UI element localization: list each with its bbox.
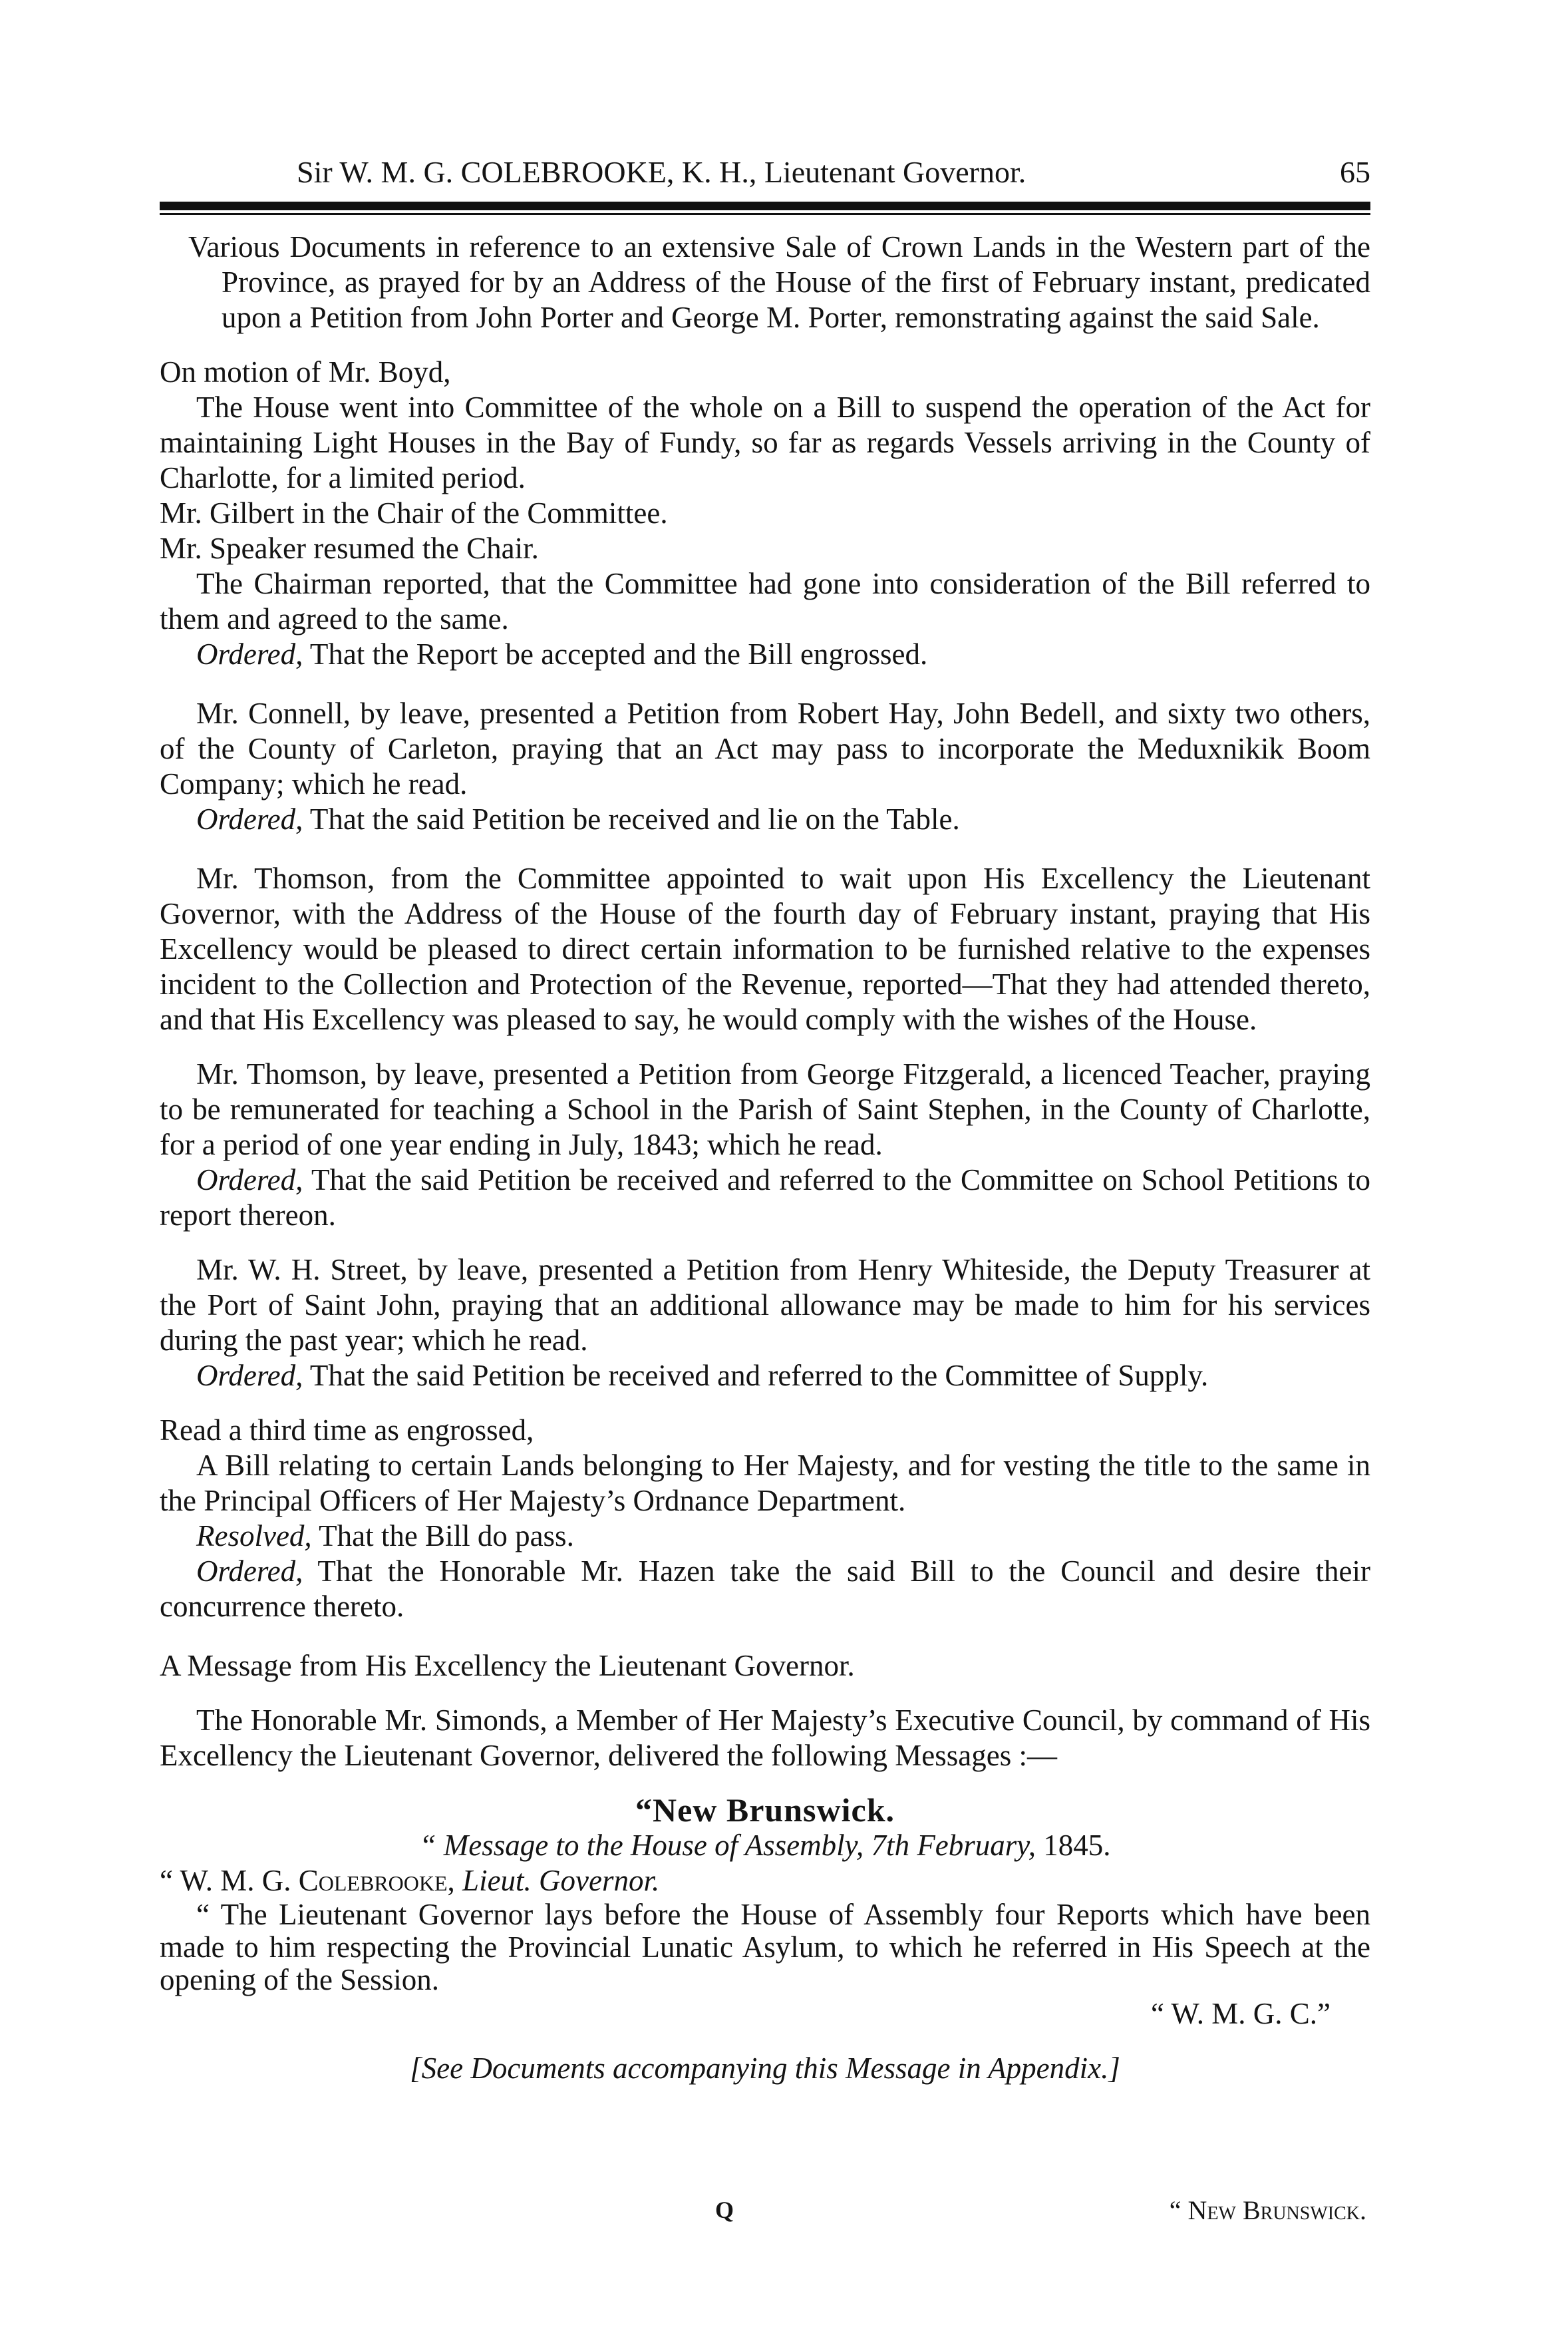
paragraph-street-petition: Mr. W. H. Street, by leave, presented a Petition from Henry Whiteside, the Deputy Treasurer at the Port of Saint John, praying that an additional allowance may be made to him for his services during the past year; which he read. bbox=[160, 1253, 1370, 1357]
paragraph-documents: Various Documents in reference to an extensive Sale of Crown Lands in the Western part of the Province, as prayed for by an Address of the House of the first of February instant, predicated upon a Petition from John Porter and George M. Porter, remonstrating against the said Sale. bbox=[188, 230, 1370, 334]
paragraph-ordered-school bbox=[160, 1163, 1370, 1233]
ordered-label: Ordered, bbox=[196, 1163, 303, 1196]
paragraph-ordered-report bbox=[160, 637, 1370, 672]
page-body bbox=[160, 230, 1370, 2086]
ordered-label: Ordered, bbox=[196, 803, 303, 836]
running-header bbox=[160, 154, 1370, 190]
ordered-text: That the Report be accepted and the Bill engrossed. bbox=[303, 637, 928, 671]
paragraph-ordered-council bbox=[160, 1554, 1370, 1624]
paragraph-simonds: The Honorable Mr. Simonds, a Member of Her Majesty’s Executive Council, by command of His Excellency the Lieutenant Governor, delivered the following Messages :— bbox=[160, 1704, 1370, 1772]
ordered-text: That the said Petition be received and lie on the Table. bbox=[303, 803, 960, 836]
ordered-text: That the said Petition be received and referred to the Committee of Supply. bbox=[303, 1359, 1209, 1392]
message-body: “ The Lieutenant Governor lays before the House of Assembly four Reports which have been made to him respecting the Provincial Lunatic Asylum, to which he referred in His Speech at the opening of the Session. bbox=[160, 1898, 1370, 1996]
paragraph-connell-petition: Mr. Connell, by leave, presented a Petition from Robert Hay, John Bedell, and sixty two others, of the County of Carleton, praying that an Act may pass to incorporate the Meduxnikik Boom Company; which he read. bbox=[160, 697, 1370, 801]
see-documents-note bbox=[160, 2051, 1370, 2086]
ordered-text: That the said Petition be received and referred to the Committee on School Petitions to report thereon. bbox=[160, 1163, 1370, 1232]
paragraph-thomson-petition: Mr. Thomson, by leave, presented a Petition from George Fitzgerald, a licenced Teacher, praying to be remunerated for teaching a School in the Parish of Saint Stephen, in the County of Charlotte, for a period of one year ending in July, 1843; which he read. bbox=[160, 1057, 1370, 1161]
paragraph-resolved bbox=[160, 1519, 1370, 1554]
paragraph-chair: Mr. Gilbert in the Chair of the Committee. bbox=[160, 496, 668, 530]
resolved-label: Resolved, bbox=[196, 1519, 312, 1552]
paragraph-bill-lands: A Bill relating to certain Lands belonging to Her Majesty, and for vesting the title to the same in the Principal Officers of Her Majesty’s Ordnance Department. bbox=[160, 1449, 1370, 1517]
ordered-label: Ordered, bbox=[196, 637, 303, 671]
paragraph-committee-whole: The House went into Committee of the whole on a Bill to suspend the operation of the Act for maintaining Light Houses in the Bay of Fundy, so far as regards Vessels arriving in the County of Charlotte, for a limited period. bbox=[160, 391, 1370, 494]
paragraph-motion: On motion of Mr. Boyd, bbox=[160, 355, 451, 389]
paragraph-message-intro: A Message from His Excellency the Lieutenant Governor. bbox=[160, 1649, 855, 1682]
ordered-text: That the Honorable Mr. Hazen take the said Bill to the Council and desire their concurrence thereto. bbox=[160, 1554, 1370, 1623]
paragraph-thomson-report: Mr. Thomson, from the Committee appointed to wait upon His Excellency the Lieutenant Governor, with the Address of the House of the fourth day of February instant, praying that His Excellency would be pleased to direct certain information to be furnished relative to the expenses incident to the Collection and Protection of the Revenue, reported—That they had attended thereto, and that His Excellency was pleased to say, he would comply with the wishes of the House. bbox=[160, 862, 1370, 1036]
ordered-label: Ordered, bbox=[196, 1359, 303, 1392]
ordered-label: Ordered, bbox=[196, 1554, 303, 1588]
message-from-name: Colebrooke, bbox=[298, 1864, 455, 1897]
header-rule-thick bbox=[160, 202, 1370, 210]
message-subheading-text: “ Message to the House of Assembly, 7th February, bbox=[419, 1829, 1036, 1862]
resolved-text: That the Bill do pass. bbox=[311, 1519, 574, 1552]
message-from-prefix: “ W. M. G. bbox=[160, 1864, 299, 1897]
paragraph-speaker: Mr. Speaker resumed the Chair. bbox=[160, 532, 539, 565]
message-subheading bbox=[160, 1828, 1370, 1863]
message-from-title: Lieut. Governor. bbox=[454, 1864, 660, 1897]
message-signature: “ W. M. G. C.” bbox=[1151, 1997, 1331, 2030]
message-heading: “New Brunswick. bbox=[635, 1791, 895, 1829]
header-rule-thin bbox=[160, 213, 1370, 215]
paragraph-ordered-supply bbox=[160, 1358, 1370, 1393]
paragraph-third-reading: Read a third time as engrossed, bbox=[160, 1413, 534, 1447]
signature-mark: Q bbox=[715, 2197, 734, 2223]
paragraph-chairman-report: The Chairman reported, that the Committee had gone into consideration of the Bill referred to them and agreed to the same. bbox=[160, 567, 1370, 635]
paragraph-ordered-table bbox=[160, 802, 1370, 837]
page-number: 65 bbox=[1340, 155, 1370, 189]
header-title: Sir W. M. G. COLEBROOKE, K. H., Lieutenant Governor. bbox=[297, 155, 1026, 189]
see-documents-text: [See Documents accompanying this Message in Appendix.] bbox=[410, 2052, 1120, 2085]
message-year: 1845. bbox=[1036, 1829, 1111, 1862]
message-from bbox=[160, 1863, 1370, 1898]
catchword: “ New Brunswick. bbox=[1169, 2195, 1366, 2225]
